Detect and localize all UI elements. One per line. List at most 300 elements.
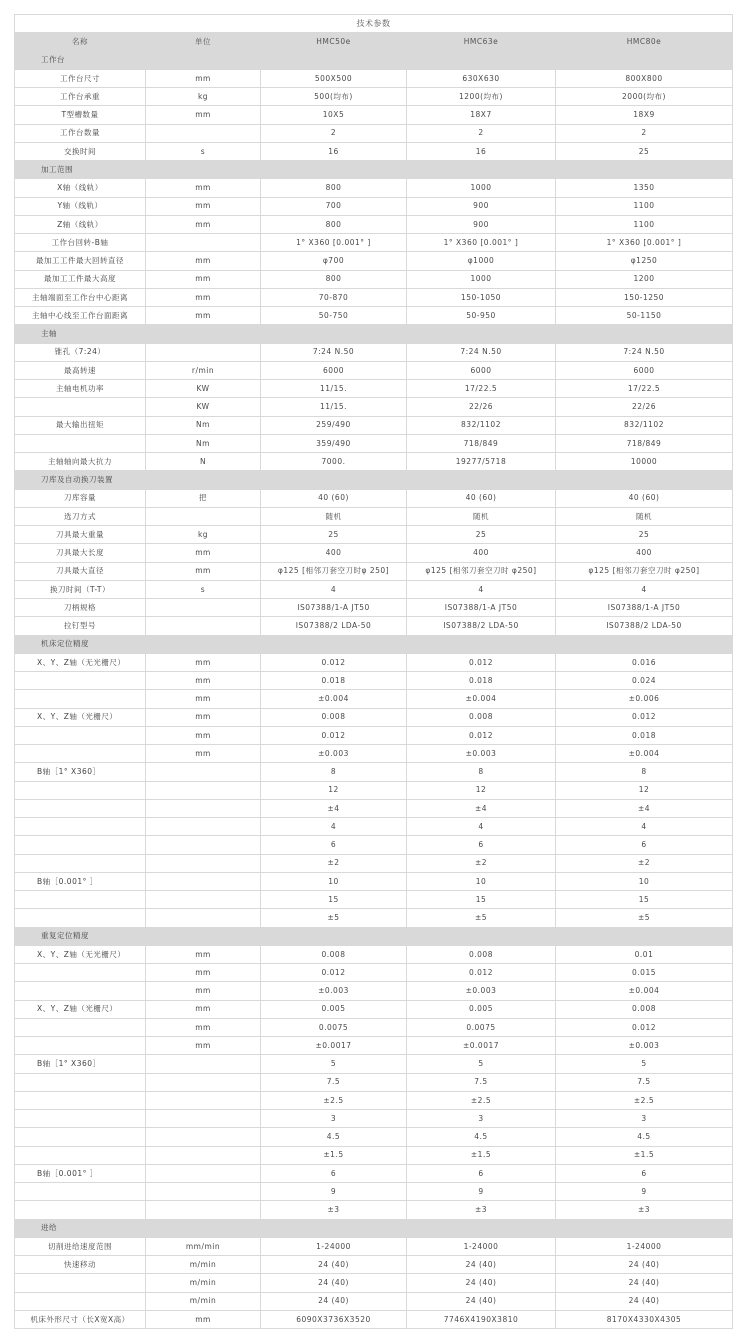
row-label [15, 434, 146, 452]
header-hmc80e: HMC80e [556, 33, 733, 51]
value-hmc80e: IS07388/1-A JT50 [556, 599, 733, 617]
table-row [15, 343, 733, 361]
row-label [15, 854, 146, 872]
row-label [15, 745, 146, 763]
table-row [15, 288, 733, 306]
row-label: 锥孔（7:24） [15, 343, 146, 361]
row-label: B轴［0.001° ］ [15, 1164, 146, 1182]
value-hmc63e: 0.012 [407, 653, 556, 671]
value-hmc80e: 0.018 [556, 726, 733, 744]
value-hmc80e: IS07388/2 LDA-50 [556, 617, 733, 635]
value-hmc63e: 19277/5718 [407, 453, 556, 471]
value-hmc63e: 630X630 [407, 69, 556, 87]
table-row [15, 124, 733, 142]
section-title: 机床定位精度 [15, 635, 733, 653]
value-hmc80e: 6000 [556, 361, 733, 379]
header-name: 名称 [15, 33, 146, 51]
row-unit [146, 1164, 261, 1182]
value-hmc50e: 6 [261, 836, 407, 854]
value-hmc50e: 800 [261, 215, 407, 233]
table-row [15, 982, 733, 1000]
value-hmc80e: 15 [556, 891, 733, 909]
value-hmc50e: ±2.5 [261, 1091, 407, 1109]
row-unit: mm [146, 215, 261, 233]
value-hmc63e: 24 (40) [407, 1256, 556, 1274]
spec-table [14, 14, 733, 1329]
value-hmc80e: 1° X360 [0.001° ] [556, 234, 733, 252]
row-unit: 把 [146, 489, 261, 507]
row-label [15, 1037, 146, 1055]
value-hmc50e: ±0.0017 [261, 1037, 407, 1055]
value-hmc80e: 0.008 [556, 1000, 733, 1018]
row-unit [146, 1201, 261, 1219]
value-hmc80e: ±0.003 [556, 1037, 733, 1055]
row-unit [146, 124, 261, 142]
table-row [15, 234, 733, 252]
table-row [15, 1237, 733, 1255]
value-hmc50e: 400 [261, 544, 407, 562]
row-unit: mm [146, 672, 261, 690]
value-hmc80e: 8170X4330X4305 [556, 1310, 733, 1328]
section-title: 加工范围 [15, 161, 733, 179]
row-unit: mm [146, 653, 261, 671]
row-unit [146, 781, 261, 799]
value-hmc63e: 18X7 [407, 106, 556, 124]
value-hmc80e: 24 (40) [556, 1256, 733, 1274]
section-title: 主轴 [15, 325, 733, 343]
row-unit [146, 763, 261, 781]
value-hmc50e: 7000. [261, 453, 407, 471]
header-hmc50e: HMC50e [261, 33, 407, 51]
value-hmc50e: 11/15. [261, 380, 407, 398]
table-row [15, 799, 733, 817]
row-unit [146, 1073, 261, 1091]
row-label: 拉钉型号 [15, 617, 146, 635]
row-unit: mm [146, 69, 261, 87]
value-hmc63e: ±0.003 [407, 745, 556, 763]
row-unit: m/min [146, 1256, 261, 1274]
value-hmc80e: 718/849 [556, 434, 733, 452]
value-hmc63e: 15 [407, 891, 556, 909]
value-hmc63e: IS07388/1-A JT50 [407, 599, 556, 617]
row-label: X、Y、Z轴（无光栅尺） [15, 653, 146, 671]
value-hmc80e: 随机 [556, 507, 733, 525]
table-row [15, 507, 733, 525]
value-hmc63e: 4 [407, 818, 556, 836]
value-hmc63e: ±0.003 [407, 982, 556, 1000]
value-hmc50e: ±3 [261, 1201, 407, 1219]
row-label: Y轴（线轨） [15, 197, 146, 215]
table-row [15, 945, 733, 963]
value-hmc63e: 2 [407, 124, 556, 142]
section-title: 刀库及自动换刀装置 [15, 471, 733, 489]
value-hmc50e: 4 [261, 818, 407, 836]
row-label: 刀柄规格 [15, 599, 146, 617]
value-hmc50e: 0.012 [261, 726, 407, 744]
value-hmc50e: 1-24000 [261, 1237, 407, 1255]
table-row [15, 453, 733, 471]
value-hmc50e: 25 [261, 526, 407, 544]
row-unit: mm [146, 1310, 261, 1328]
value-hmc63e: 16 [407, 142, 556, 160]
row-label [15, 1183, 146, 1201]
value-hmc50e: 5 [261, 1055, 407, 1073]
value-hmc63e: 832/1102 [407, 416, 556, 434]
row-unit: KW [146, 398, 261, 416]
table-row [15, 544, 733, 562]
value-hmc50e: 0.018 [261, 672, 407, 690]
value-hmc50e: 800 [261, 270, 407, 288]
value-hmc50e: 500(均布) [261, 88, 407, 106]
table-row [15, 1146, 733, 1164]
row-unit: m/min [146, 1274, 261, 1292]
value-hmc50e: 12 [261, 781, 407, 799]
row-label [15, 1292, 146, 1310]
table-row [15, 745, 733, 763]
value-hmc63e: 1000 [407, 179, 556, 197]
value-hmc50e: 6090X3736X3520 [261, 1310, 407, 1328]
value-hmc63e: 6 [407, 836, 556, 854]
table-row [15, 252, 733, 270]
value-hmc80e: 800X800 [556, 69, 733, 87]
table-row [15, 1073, 733, 1091]
value-hmc80e: 3 [556, 1110, 733, 1128]
value-hmc80e: ±2.5 [556, 1091, 733, 1109]
section-row [15, 1219, 733, 1237]
table-row [15, 891, 733, 909]
value-hmc50e: 6000 [261, 361, 407, 379]
row-unit [146, 234, 261, 252]
table-row [15, 526, 733, 544]
section-row [15, 161, 733, 179]
value-hmc50e: 4.5 [261, 1128, 407, 1146]
table-row [15, 1110, 733, 1128]
row-unit: mm [146, 307, 261, 325]
value-hmc63e: ±1.5 [407, 1146, 556, 1164]
value-hmc63e: IS07388/2 LDA-50 [407, 617, 556, 635]
table-row [15, 1201, 733, 1219]
section-title: 重复定位精度 [15, 927, 733, 945]
value-hmc50e: 700 [261, 197, 407, 215]
table-row [15, 909, 733, 927]
row-label [15, 398, 146, 416]
row-unit [146, 909, 261, 927]
value-hmc80e: 7:24 N.50 [556, 343, 733, 361]
row-label: Z轴（线轨） [15, 215, 146, 233]
value-hmc63e: 10 [407, 872, 556, 890]
row-label [15, 909, 146, 927]
table-row [15, 380, 733, 398]
table-row [15, 726, 733, 744]
value-hmc80e: 10 [556, 872, 733, 890]
row-label: 刀库容量 [15, 489, 146, 507]
row-unit: Nm [146, 434, 261, 452]
value-hmc80e: 1-24000 [556, 1237, 733, 1255]
row-label: 最大输出扭矩 [15, 416, 146, 434]
table-row [15, 1310, 733, 1328]
value-hmc80e: 4 [556, 580, 733, 598]
table-title-row [15, 15, 733, 33]
value-hmc50e: 0.008 [261, 708, 407, 726]
table-row [15, 1256, 733, 1274]
table-row [15, 1164, 733, 1182]
value-hmc80e: ±0.004 [556, 982, 733, 1000]
value-hmc50e: 11/15. [261, 398, 407, 416]
table-row [15, 1183, 733, 1201]
row-label [15, 1128, 146, 1146]
value-hmc50e: IS07388/1-A JT50 [261, 599, 407, 617]
table-row [15, 617, 733, 635]
value-hmc63e: 17/22.5 [407, 380, 556, 398]
table-row [15, 763, 733, 781]
section-row [15, 635, 733, 653]
row-unit [146, 1128, 261, 1146]
row-unit: KW [146, 380, 261, 398]
value-hmc63e: 1-24000 [407, 1237, 556, 1255]
value-hmc80e: 832/1102 [556, 416, 733, 434]
value-hmc80e: 6 [556, 836, 733, 854]
value-hmc50e: 0.012 [261, 653, 407, 671]
table-row [15, 708, 733, 726]
value-hmc80e: 1100 [556, 197, 733, 215]
header-unit: 单位 [146, 33, 261, 51]
row-unit: mm [146, 945, 261, 963]
table-row [15, 964, 733, 982]
value-hmc80e: 0.015 [556, 964, 733, 982]
table-row [15, 416, 733, 434]
value-hmc63e: ±5 [407, 909, 556, 927]
row-label: 主轴电机功率 [15, 380, 146, 398]
row-label [15, 1201, 146, 1219]
value-hmc80e: 1200 [556, 270, 733, 288]
value-hmc50e: 4 [261, 580, 407, 598]
value-hmc80e: 22/26 [556, 398, 733, 416]
table-row [15, 270, 733, 288]
row-unit: mm [146, 270, 261, 288]
value-hmc63e: 400 [407, 544, 556, 562]
value-hmc80e: 6 [556, 1164, 733, 1182]
value-hmc80e: ±0.004 [556, 745, 733, 763]
row-unit: m/min [146, 1292, 261, 1310]
row-label: 最加工工件最大回转直径 [15, 252, 146, 270]
table-row [15, 854, 733, 872]
value-hmc80e: ±1.5 [556, 1146, 733, 1164]
value-hmc63e: 随机 [407, 507, 556, 525]
value-hmc63e: ±2 [407, 854, 556, 872]
row-unit: mm [146, 179, 261, 197]
value-hmc63e: 12 [407, 781, 556, 799]
row-unit: mm [146, 690, 261, 708]
row-label [15, 672, 146, 690]
row-label: X、Y、Z轴（光栅尺） [15, 1000, 146, 1018]
table-row [15, 580, 733, 598]
row-unit: s [146, 580, 261, 598]
value-hmc50e: 359/490 [261, 434, 407, 452]
table-row [15, 197, 733, 215]
value-hmc80e: 0.012 [556, 708, 733, 726]
value-hmc80e: 1350 [556, 179, 733, 197]
table-row [15, 1018, 733, 1036]
row-unit [146, 343, 261, 361]
row-unit: mm [146, 726, 261, 744]
value-hmc50e: φ700 [261, 252, 407, 270]
value-hmc63e: φ1000 [407, 252, 556, 270]
table-row [15, 781, 733, 799]
value-hmc63e: ±3 [407, 1201, 556, 1219]
value-hmc80e: 10000 [556, 453, 733, 471]
row-unit [146, 872, 261, 890]
value-hmc63e: 50-950 [407, 307, 556, 325]
table-row [15, 434, 733, 452]
value-hmc80e: 1100 [556, 215, 733, 233]
header-hmc63e: HMC63e [407, 33, 556, 51]
value-hmc80e: 2 [556, 124, 733, 142]
value-hmc63e: ±4 [407, 799, 556, 817]
row-label [15, 1110, 146, 1128]
value-hmc63e: 1200(均布) [407, 88, 556, 106]
row-label: 主轴端面至工作台中心距离 [15, 288, 146, 306]
value-hmc63e: φ125 [相邻刀套空刀时 φ250] [407, 562, 556, 580]
row-unit [146, 1091, 261, 1109]
value-hmc50e: ±0.004 [261, 690, 407, 708]
section-row [15, 471, 733, 489]
row-unit [146, 599, 261, 617]
value-hmc50e: 10X5 [261, 106, 407, 124]
row-unit: mm [146, 1037, 261, 1055]
value-hmc63e: 0.018 [407, 672, 556, 690]
row-unit: mm [146, 106, 261, 124]
table-row [15, 672, 733, 690]
row-label [15, 690, 146, 708]
table-row [15, 1037, 733, 1055]
row-unit: mm [146, 982, 261, 1000]
value-hmc80e: ±3 [556, 1201, 733, 1219]
table-row [15, 599, 733, 617]
value-hmc80e: 0.024 [556, 672, 733, 690]
table-row [15, 69, 733, 87]
value-hmc63e: 6 [407, 1164, 556, 1182]
value-hmc50e: φ125 [相邻刀套空刀时φ 250] [261, 562, 407, 580]
table-title: 技术参数 [15, 15, 733, 33]
value-hmc63e: 1000 [407, 270, 556, 288]
table-row [15, 872, 733, 890]
value-hmc63e: 718/849 [407, 434, 556, 452]
row-unit: s [146, 142, 261, 160]
value-hmc63e: 24 (40) [407, 1292, 556, 1310]
row-unit [146, 1146, 261, 1164]
row-label [15, 1018, 146, 1036]
section-title: 进给 [15, 1219, 733, 1237]
value-hmc63e: ±0.0017 [407, 1037, 556, 1055]
row-unit: mm [146, 288, 261, 306]
value-hmc80e: 4.5 [556, 1128, 733, 1146]
value-hmc63e: 7:24 N.50 [407, 343, 556, 361]
table-row [15, 1055, 733, 1073]
table-row [15, 653, 733, 671]
value-hmc50e: IS07388/2 LDA-50 [261, 617, 407, 635]
section-title: 工作台 [15, 51, 733, 69]
row-unit [146, 799, 261, 817]
value-hmc63e: 24 (40) [407, 1274, 556, 1292]
value-hmc50e: 8 [261, 763, 407, 781]
row-unit: mm [146, 197, 261, 215]
value-hmc80e: 400 [556, 544, 733, 562]
row-label [15, 818, 146, 836]
value-hmc63e: 0.012 [407, 726, 556, 744]
row-label [15, 726, 146, 744]
row-label: 换刀时间（T-T） [15, 580, 146, 598]
row-label [15, 891, 146, 909]
row-label [15, 1274, 146, 1292]
row-label: 主轴中心线至工作台面距离 [15, 307, 146, 325]
table-row [15, 1091, 733, 1109]
row-unit: mm/min [146, 1237, 261, 1255]
table-row [15, 307, 733, 325]
row-unit: r/min [146, 361, 261, 379]
row-label: 工作台尺寸 [15, 69, 146, 87]
row-label: 刀具最大直径 [15, 562, 146, 580]
row-label: T型槽数量 [15, 106, 146, 124]
value-hmc80e: 0.012 [556, 1018, 733, 1036]
table-row [15, 398, 733, 416]
table-row [15, 489, 733, 507]
value-hmc50e: 24 (40) [261, 1274, 407, 1292]
value-hmc80e: 18X9 [556, 106, 733, 124]
value-hmc80e: 150-1250 [556, 288, 733, 306]
row-unit [146, 854, 261, 872]
row-unit: mm [146, 544, 261, 562]
table-row [15, 1000, 733, 1018]
section-row [15, 51, 733, 69]
value-hmc80e: ±2 [556, 854, 733, 872]
value-hmc50e: 70-870 [261, 288, 407, 306]
value-hmc50e: 7:24 N.50 [261, 343, 407, 361]
row-label: X轴（线轨） [15, 179, 146, 197]
value-hmc50e: 0.008 [261, 945, 407, 963]
row-label: 选刀方式 [15, 507, 146, 525]
row-label [15, 1091, 146, 1109]
table-row [15, 562, 733, 580]
value-hmc80e: 7.5 [556, 1073, 733, 1091]
value-hmc80e: 40 (60) [556, 489, 733, 507]
value-hmc63e: 3 [407, 1110, 556, 1128]
value-hmc63e: 22/26 [407, 398, 556, 416]
value-hmc63e: 150-1050 [407, 288, 556, 306]
value-hmc50e: 50-750 [261, 307, 407, 325]
value-hmc63e: 0.008 [407, 945, 556, 963]
value-hmc63e: 1° X360 [0.001° ] [407, 234, 556, 252]
value-hmc80e: 0.01 [556, 945, 733, 963]
row-label [15, 836, 146, 854]
table-row [15, 818, 733, 836]
value-hmc80e: φ125 [相邻刀套空刀时 φ250] [556, 562, 733, 580]
table-row [15, 215, 733, 233]
row-unit: mm [146, 1000, 261, 1018]
row-unit: Nm [146, 416, 261, 434]
row-unit [146, 1183, 261, 1201]
section-row [15, 927, 733, 945]
table-row [15, 106, 733, 124]
value-hmc50e: ±1.5 [261, 1146, 407, 1164]
value-hmc80e: 12 [556, 781, 733, 799]
value-hmc50e: 24 (40) [261, 1292, 407, 1310]
row-unit [146, 617, 261, 635]
table-row [15, 361, 733, 379]
row-unit: kg [146, 88, 261, 106]
value-hmc63e: 0.012 [407, 964, 556, 982]
value-hmc80e: ±4 [556, 799, 733, 817]
row-unit: mm [146, 708, 261, 726]
